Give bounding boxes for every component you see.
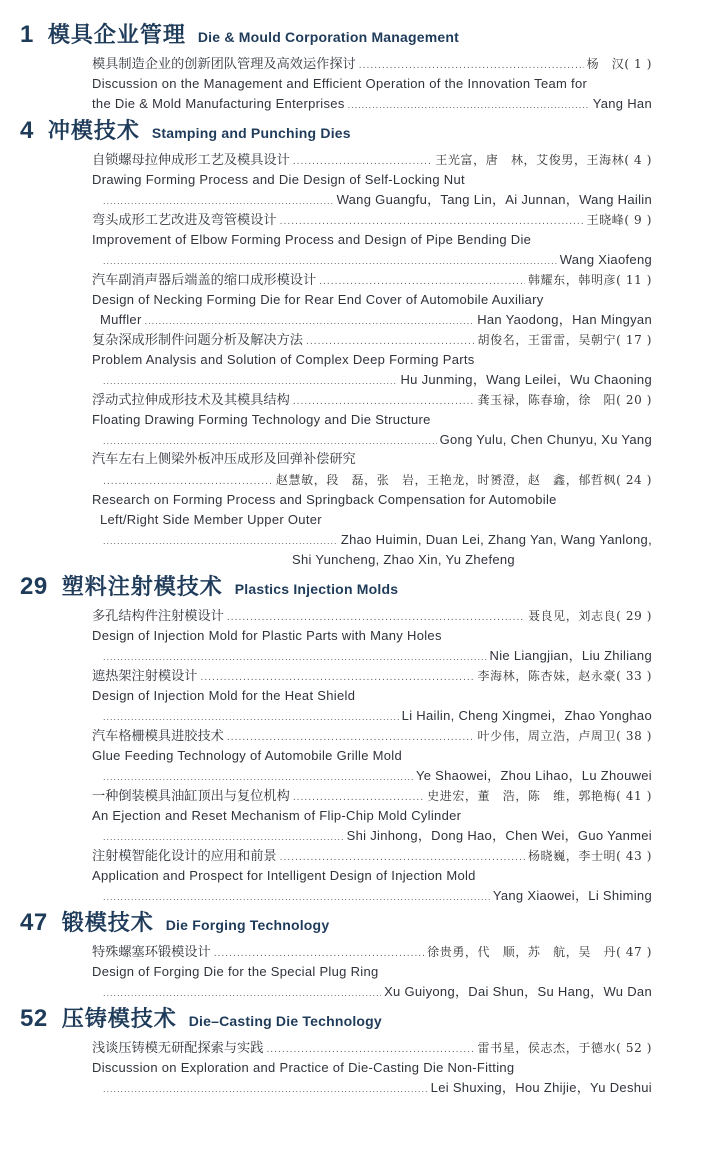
entry-author-en: Lei Shuxing，Hou Zhijie，Yu Deshui: [430, 1080, 652, 1095]
dot-leader: [280, 211, 584, 230]
dot-leader: [103, 471, 273, 490]
dot-leader: [227, 607, 525, 626]
entry-author-en: Yang Han: [592, 96, 652, 111]
entry-title-zh: 汽车副消声器后端盖的缩口成形模设计: [92, 273, 317, 288]
dot-leader: [227, 727, 475, 746]
dot-leader: [145, 310, 475, 330]
entry-title-en: Drawing Forming Process and Die Design of Self-Locking Nut: [92, 172, 465, 187]
section-page-number: 29: [20, 573, 48, 600]
section-heading: [20, 18, 721, 54]
entry-author-zh: 聂良见，刘志良( 29 ): [527, 609, 652, 623]
dot-leader: [293, 391, 475, 410]
dot-leader: [103, 706, 399, 726]
entry-author-en: Shi Jinhong，Dong Hao，Chen Wei，Guo Yanmei: [346, 828, 652, 843]
entry-title-en: Improvement of Elbow Forming Process and Design of Pipe Bending Die: [92, 232, 532, 247]
section-title-zh: 冲模技术: [47, 119, 140, 144]
entry-title-en: Application and Prospect for Intelligent Design of Injection Mold: [92, 868, 476, 883]
entry-title-zh: 浮动式拉伸成形技术及其模具结构: [92, 393, 290, 408]
entry-author-zh: 王晓峰( 9 ): [586, 213, 652, 227]
entry-title-en: Problem Analysis and Solution of Complex Deep Forming Parts: [92, 352, 475, 367]
entry-title-en: An Ejection and Reset Mechanism of Flip-Chip Mold Cylinder: [92, 808, 462, 823]
entry-author-en: Wang Guangfu，Tang Lin，Ai Junnan，Wang Hailin: [336, 192, 652, 207]
dot-leader: [266, 1039, 474, 1058]
toc-entry[interactable]: [92, 330, 652, 390]
entry-title-zh: 弯头成形工艺改进及弯管模设计: [92, 213, 277, 228]
section-title-en: Plastics Injection Molds: [234, 581, 399, 597]
toc-entry[interactable]: [92, 726, 652, 786]
dot-leader: [293, 151, 433, 170]
toc-entry[interactable]: [92, 450, 652, 570]
entry-author-en: Han Yaodong，Han Mingyan: [477, 312, 652, 327]
dot-leader: [103, 430, 437, 450]
toc-entry[interactable]: [92, 606, 652, 666]
entry-author-zh: 李海林，陈杏妹，赵永豪( 33 ): [477, 669, 652, 683]
entry-author-en: Hu Junming，Wang Leilei，Wu Chaoning: [400, 372, 652, 387]
dot-leader: [103, 530, 338, 550]
toc-entry[interactable]: [92, 270, 652, 330]
entry-title-zh: 汽车格栅模具进胶技术: [92, 729, 224, 744]
dot-leader: [306, 331, 475, 350]
toc-entry[interactable]: [92, 1038, 652, 1098]
entry-title-zh: 注射模智能化设计的应用和前景: [92, 849, 277, 864]
dot-leader: [103, 826, 344, 846]
section-heading: [20, 114, 721, 150]
entry-author-zh: 王光富，唐 林，艾俊男，王海林( 4 ): [435, 153, 652, 167]
section-title-zh: 模具企业管理: [47, 23, 186, 48]
toc-entry[interactable]: [92, 666, 652, 726]
dot-leader: [103, 886, 490, 906]
entry-title-en: Glue Feeding Technology of Automobile Grille Mold: [92, 748, 403, 763]
entry-author-zh: 杨晓巍，李士明( 43 ): [527, 849, 652, 863]
entry-title-en: Design of Necking Forming Die for Rear End Cover of Automobile Auxiliary: [92, 292, 544, 307]
toc-entry[interactable]: [92, 942, 652, 1002]
entry-title-zh: 多孔结构件注射模设计: [92, 609, 224, 624]
entry-author-en: Yang Xiaowei，Li Shiming: [492, 888, 652, 903]
entry-title-zh: 复杂深成形制件问题分析及解决方法: [92, 333, 303, 348]
entry-author-zh: 韩耀东，韩明彦( 11 ): [527, 273, 652, 287]
entry-title-zh: 特殊螺塞环锻模设计: [92, 945, 211, 960]
entry-title-zh: 浅谈压铸模无研配探索与实践: [92, 1041, 264, 1056]
section-page-number: 52: [20, 1005, 48, 1032]
section-title-zh: 塑料注射模技术: [61, 575, 223, 600]
dot-leader: [103, 1078, 428, 1098]
entry-title-zh: 遮热架注射模设计: [92, 669, 198, 684]
entry-title-en-cont: the Die & Mold Manufacturing Enterprises: [92, 96, 345, 111]
entry-author-en: Wang Xiaofeng: [559, 252, 652, 267]
entry-title-en: Floating Drawing Forming Technology and Die Structure: [92, 412, 431, 427]
dot-leader: [293, 787, 424, 806]
entry-title-en: Discussion on Exploration and Practice of Die-Casting Die Non-Fitting: [92, 1060, 515, 1075]
entry-author-zh: 赵慧敏，段 磊，张 岩，王艳龙，时赟澄，赵 鑫，郁哲枫( 24 ): [275, 473, 652, 487]
section-title-en: Die & Mould Corporation Management: [197, 29, 460, 45]
entry-author-en: Zhao Huimin, Duan Lei, Zhang Yan, Wang Yanlong,: [340, 532, 652, 547]
section-page-number: 47: [20, 909, 48, 936]
section-title-en: Die–Casting Die Technology: [188, 1013, 382, 1029]
dot-leader: [280, 847, 525, 866]
entry-author-zh: 杨 汉( 1 ): [586, 57, 652, 71]
entry-title-en-cont: Muffler: [100, 312, 142, 327]
entry-author-en: Li Hailin, Cheng Xingmei，Zhao Yonghao: [401, 708, 652, 723]
entry-title-zh: 一种倒装模具油缸顶出与复位机构: [92, 789, 290, 804]
toc-entry[interactable]: [92, 390, 652, 450]
entry-title-en: Discussion on the Management and Efficient Operation of the Innovation Team for: [92, 76, 588, 91]
toc-entry[interactable]: [92, 846, 652, 906]
dot-leader: [103, 370, 397, 390]
toc-entry[interactable]: [92, 54, 652, 114]
section-page-number: 1: [20, 21, 34, 48]
entry-author-en: Xu Guiyong，Dai Shun，Su Hang，Wu Dan: [384, 984, 652, 999]
dot-leader: [103, 982, 381, 1002]
entry-author-zh: 胡俊名，王雷雷，吴朝宁( 17 ): [477, 333, 652, 347]
toc-entry[interactable]: [92, 786, 652, 846]
entry-author-en-cont: Shi Yuncheng, Zhao Xin, Yu Zhefeng: [292, 552, 515, 567]
dot-leader: [201, 667, 475, 686]
entry-title-en: Design of Injection Mold for the Heat Shield: [92, 688, 356, 703]
entry-title-en: Design of Injection Mold for Plastic Parts with Many Holes: [92, 628, 442, 643]
section-heading: [20, 906, 721, 942]
entry-author-zh: 史进宏，董 浩，陈 维，郭艳梅( 41 ): [427, 789, 652, 803]
entry-author-en: Ye Shaowei，Zhou Lihao，Lu Zhouwei: [415, 768, 652, 783]
entry-title-en: Design of Forging Die for the Special Plug Ring: [92, 964, 379, 979]
entry-author-en: Gong Yulu, Chen Chunyu, Xu Yang: [439, 432, 652, 447]
section-heading: [20, 1002, 721, 1038]
entry-title-en-cont: Left/Right Side Member Upper Outer: [100, 512, 322, 527]
section-page-number: 4: [20, 117, 34, 144]
toc-entry[interactable]: [92, 150, 652, 210]
entry-author-zh: 龚玉禄，陈春瑜，徐 阳( 20 ): [477, 393, 652, 407]
dot-leader: [319, 271, 525, 290]
section-heading: [20, 570, 721, 606]
section-title-en: Stamping and Punching Dies: [151, 125, 351, 141]
dot-leader: [359, 55, 584, 74]
entry-title-zh: 汽车左右上侧梁外板冲压成形及回弹补偿研究: [92, 452, 356, 467]
entry-author-zh: 雷书星，侯志杰，于德水( 52 ): [477, 1041, 652, 1055]
entry-author-zh: 叶少伟，周立浩，卢周卫( 38 ): [477, 729, 652, 743]
dot-leader: [103, 646, 487, 666]
toc-entry[interactable]: [92, 210, 652, 270]
dot-leader: [348, 94, 590, 114]
entry-title-zh: 模具制造企业的创新团队管理及高效运作探讨: [92, 57, 356, 72]
dot-leader: [103, 766, 413, 786]
dot-leader: [103, 250, 557, 270]
entry-author-en: Nie Liangjian，Liu Zhiliang: [489, 648, 652, 663]
dot-leader: [214, 943, 424, 962]
entry-author-zh: 徐贵勇，代 顺，苏 航，吴 丹( 47 ): [427, 945, 652, 959]
section-title-zh: 压铸模技术: [61, 1007, 177, 1032]
entry-title-en: Research on Forming Process and Springback Compensation for Automobile: [92, 492, 557, 507]
section-title-zh: 锻模技术: [61, 911, 154, 936]
dot-leader: [103, 190, 334, 210]
section-title-en: Die Forging Technology: [165, 917, 330, 933]
entry-title-zh: 自锁螺母拉伸成形工艺及模具设计: [92, 153, 290, 168]
